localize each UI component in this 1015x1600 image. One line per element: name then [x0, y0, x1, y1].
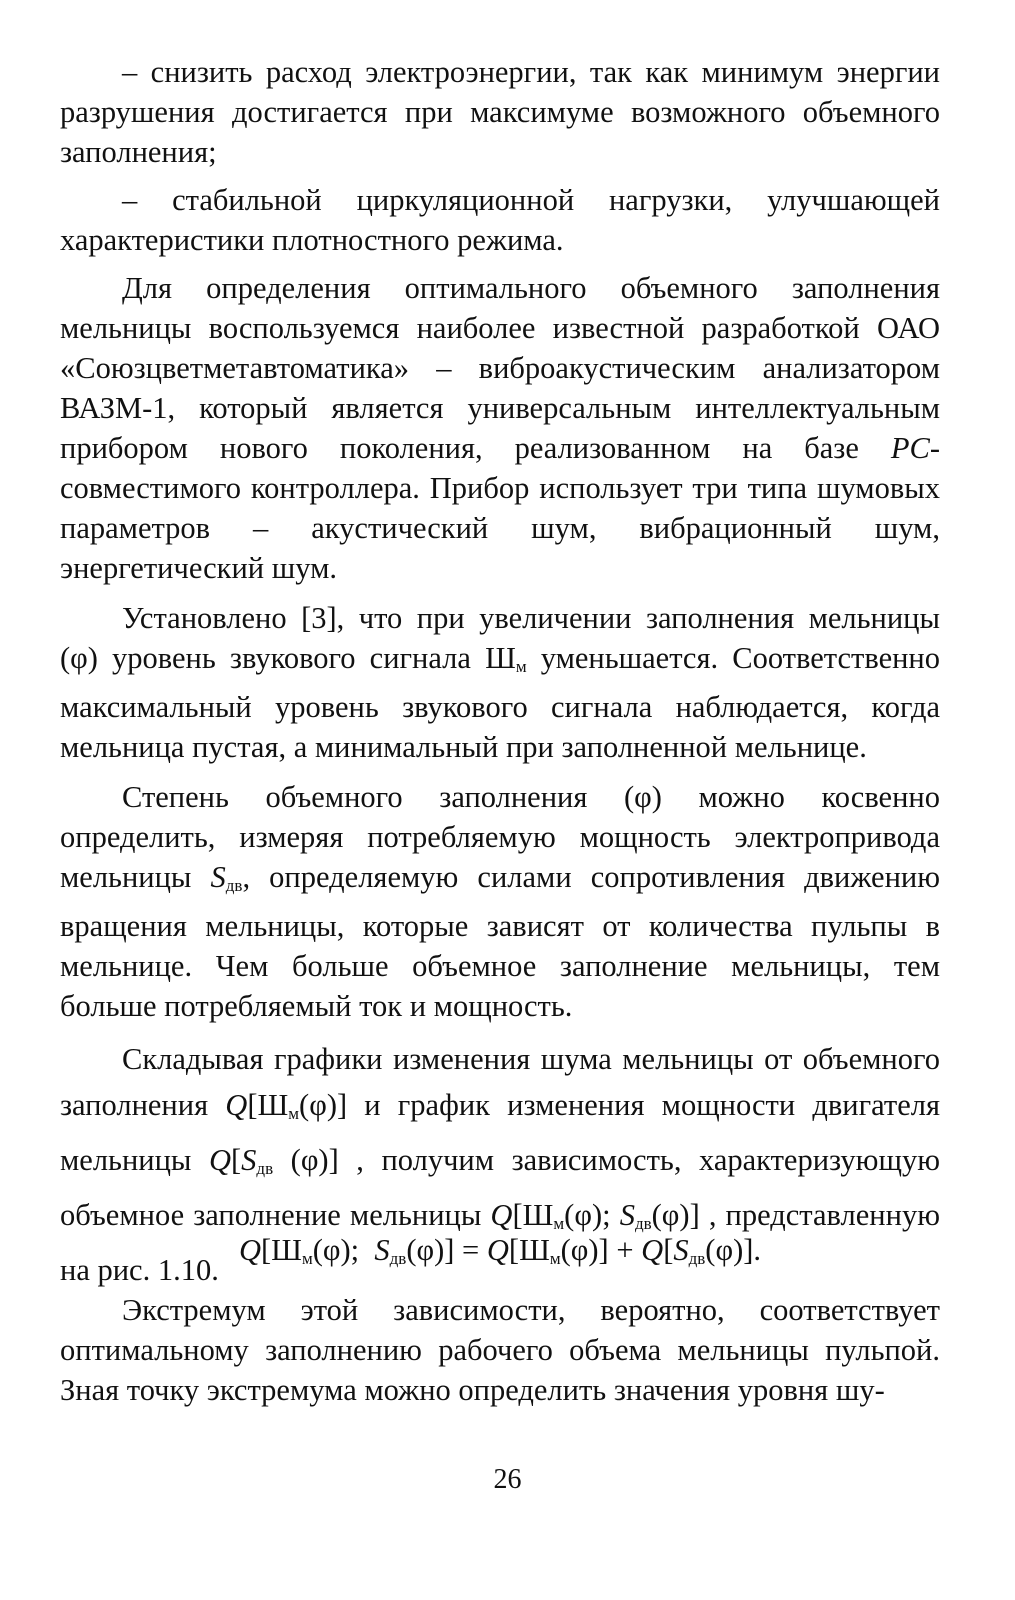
display-formula: $Q[Ш_м(\varphi)$; $S_{дв}(\varphi)] = Q[Ш_м(\varphi)] + Q[S_{дв}(\varphi)]$. [238, 1233, 762, 1268]
paragraph-6: Складывая графики изменения шума мельницы от объемного заполнения $Q[Ш_м(\varphi)]$ и график изменения мощности двигателя мельницы $Q[S_{дв}$ (φ)] , получим зависимость, характеризующую объемное заполнение мельницы $Q[Ш_м(\varphi)$; $S_{дв}(\varphi)$] , представленную на рис. 1.10. [60, 1042, 940, 1287]
page-number: 26 [493, 1464, 522, 1495]
body-text [60, 52, 940, 1293]
paragraph-2: – стабильной циркуляционной нагрузки, улучшающей характеристики плотностного режима. [60, 183, 940, 257]
pc-term: PC [890, 431, 930, 465]
paragraph-4: Установлено [3], что при увеличении заполнения мельницы (φ) уровень звукового сигнала $Ш_м$ уменьшается. Соответственно максимальный уровень звукового сигнала наблюдается, когда мельница пустая, а минимальный при заполненной мельнице. [60, 601, 940, 764]
paragraph-7: Экстремум этой зависимости, вероятно, соответствует оптимальному заполнению рабочего объема мельницы пульпой. Зная точку экстремума можно определить значения уровня шу- [60, 1293, 940, 1407]
inline-formula-power: $Q[S_{дв}$ (φ)] [208, 1143, 339, 1178]
paragraph-1: – снизить расход электроэнергии, так как минимум энергии разрушения достигается при максимуме возможного объемного заполнения; [60, 55, 940, 169]
inline-formula-noise: $Q[Ш_м(\varphi)]$ [225, 1088, 348, 1123]
paragraph-3: Для определения оптимального объемного заполнения мельницы воспользуемся наиболее известной разработкой ОАО «Союзцветметавтоматика» – виброакустическим анализатором ВАЗМ-1, который является универсальным интеллектуальным прибором нового поколения, реализованном на базе PC-совместимого контроллера. Прибор использует три типа шумовых параметров – акустический шум, вибрационный шум, энергетический шум. [60, 271, 940, 585]
inline-formula-combined: $Q[Ш_м(\varphi)$; $S_{дв}(\varphi)$] [490, 1198, 700, 1233]
body-text-continued [60, 1290, 940, 1410]
paragraph-5: Степень объемного заполнения (φ) можно косвенно определить, измеряя потребляемую мощность электропривода мельницы $S_{дв}$, определяемую силами сопротивления движению вращения мельницы, которые зависят от количества пульпы в мельнице. Чем больше объемное заполнение мельницы, тем больше потребляемый ток и мощность. [60, 780, 941, 1023]
